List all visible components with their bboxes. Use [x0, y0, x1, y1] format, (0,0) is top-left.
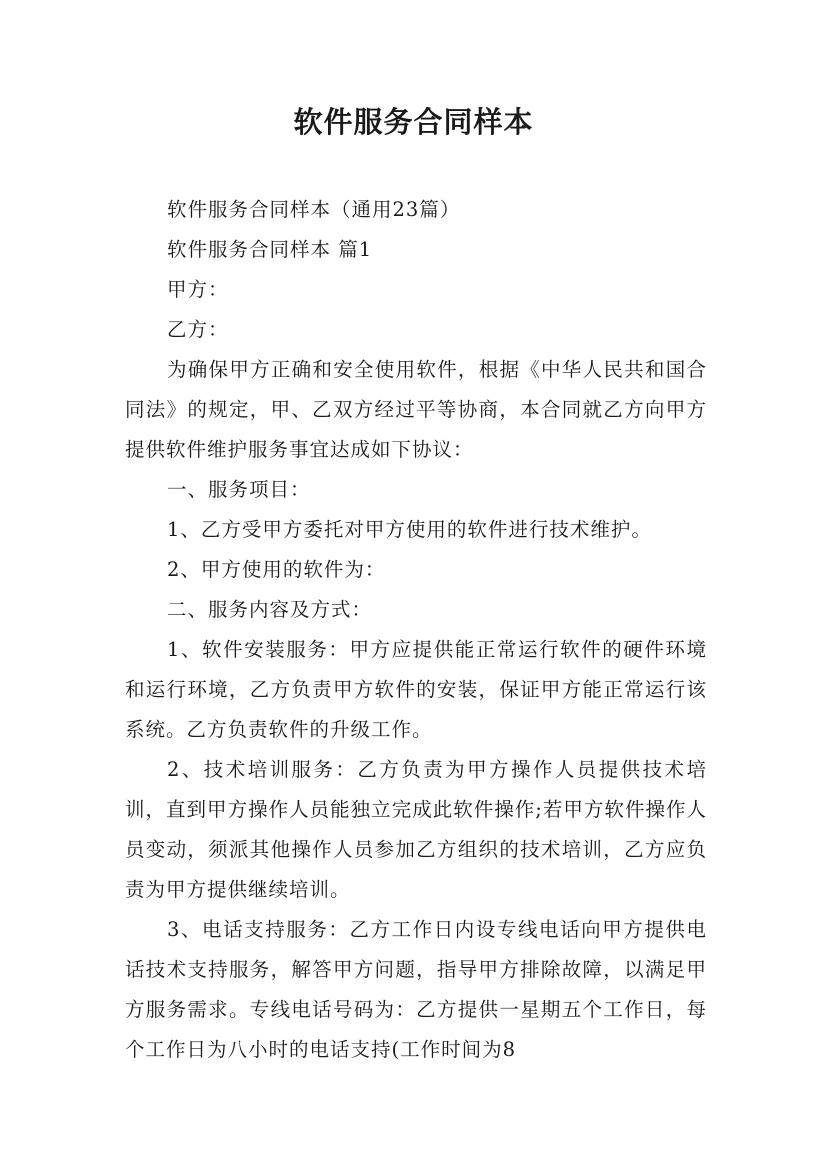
paragraph-party-a: 甲方：: [167, 278, 229, 301]
document-title: 软件服务合同样本: [293, 105, 534, 139]
paragraph-service-content-heading: 二、服务内容及方式：: [167, 598, 373, 621]
paragraph-party-b: 乙方：: [167, 318, 229, 341]
paragraph-subtitle: 软件服务合同样本（通用23篇）: [167, 198, 461, 221]
paragraph-section-heading: 软件服务合同样本 篇1: [167, 238, 373, 261]
paragraph-installation-service: 1、软件安装服务：甲方应提供能正常运行软件的硬件环境和运行环境，乙方负责甲方软件的安装，保证甲方能正常运行该系统。乙方负责软件的升级工作。: [125, 638, 707, 741]
paragraph-phone-support: 3、电话支持服务：乙方工作日内设专线电话向甲方提供电话技术支持服务，解答甲方问题，指导甲方排除故障，以满足甲方服务需求。专线电话号码为：乙方提供一星期五个工作日，每个工作日为八小时的电话支持(工作时间为8: [125, 918, 707, 1061]
paragraph-training-service: 2、技术培训服务：乙方负责为甲方操作人员提供技术培训，直到甲方操作人员能独立完成此软件操作;若甲方软件操作人员变动，须派其他操作人员参加乙方组织的技术培训，乙方应负责为甲方提供继续培训。: [125, 758, 707, 901]
document-body: [125, 190, 707, 1070]
paragraph-item-2: 2、甲方使用的软件为：: [167, 558, 386, 581]
paragraph-preamble: 为确保甲方正确和安全使用软件，根据《中华人民共和国合同法》的规定，甲、乙双方经过平等协商，本合同就乙方向甲方提供软件维护服务事宜达成如下协议：: [125, 358, 707, 461]
paragraph-item-1: 1、乙方受甲方委托对甲方使用的软件进行技术维护。: [167, 518, 652, 541]
paragraph-service-items-heading: 一、服务项目：: [167, 478, 311, 501]
